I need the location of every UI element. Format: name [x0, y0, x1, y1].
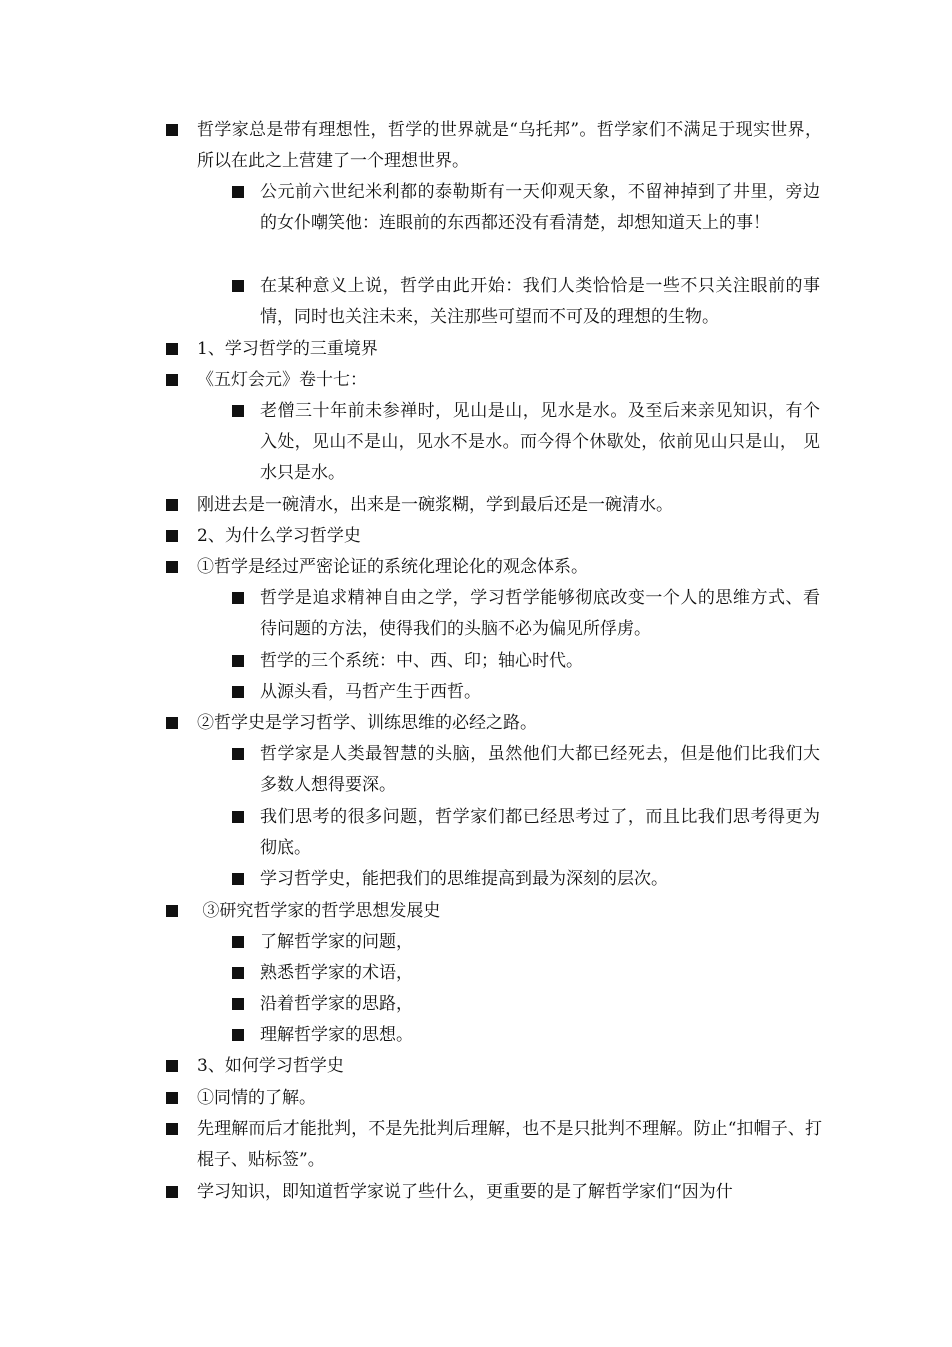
list-item — [260, 739, 820, 801]
square-bullet-icon — [232, 186, 244, 198]
list-item — [197, 708, 822, 739]
list-item-text: ①同情的了解。 — [197, 1088, 316, 1108]
list-item — [260, 271, 820, 333]
list-item-text: 2、为什么学习哲学史 — [197, 526, 361, 546]
list-item — [260, 927, 820, 958]
list-item-text: 哲学家是人类最智慧的头脑，虽然他们大都已经死去，但是他们比我们大多数人想得要深。 — [260, 744, 820, 795]
list-item-text: 从源头看，马哲产生于西哲。 — [260, 682, 481, 702]
list-item — [260, 583, 820, 645]
square-bullet-icon — [166, 1123, 178, 1135]
list-item-text: 我们思考的很多问题，哲学家们都已经思考过了，而且比我们思考得更为彻底。 — [260, 807, 820, 858]
list-item — [197, 334, 822, 365]
list-item — [197, 1051, 822, 1082]
square-bullet-icon — [166, 717, 178, 729]
list-item-text: 学习知识，即知道哲学家说了些什么，更重要的是了解哲学家们“因为什 — [197, 1182, 733, 1202]
list-item — [197, 1083, 822, 1114]
list-item — [260, 177, 820, 239]
list-item-text: 哲学家总是带有理想性，哲学的世界就是“乌托邦”。哲学家们不满足于现实世界，所以在此之上营建了一个理想世界。 — [197, 120, 822, 171]
square-bullet-icon — [232, 405, 244, 417]
square-bullet-icon — [166, 1186, 178, 1198]
square-bullet-icon — [166, 530, 178, 542]
square-bullet-icon — [232, 280, 244, 292]
list-item-text: 哲学是追求精神自由之学，学习哲学能够彻底改变一个人的思维方式、看待问题的方法，使得我们的头脑不必为偏见所俘虏。 — [260, 588, 820, 639]
list-item — [260, 396, 820, 489]
list-item — [197, 552, 822, 583]
square-bullet-icon — [232, 592, 244, 604]
square-bullet-icon — [232, 967, 244, 979]
list-item-text: 在某种意义上说，哲学由此开始：我们人类恰恰是一些不只关注眼前的事情，同时也关注未来，关注那些可望而不可及的理想的生物。 — [260, 276, 820, 327]
square-bullet-icon — [166, 499, 178, 511]
list-item — [197, 115, 822, 177]
square-bullet-icon — [166, 1092, 178, 1104]
list-item-text: 熟悉哲学家的术语， — [260, 963, 413, 983]
list-item-text: 了解哲学家的问题， — [260, 932, 413, 952]
square-bullet-icon — [232, 811, 244, 823]
square-bullet-icon — [166, 124, 178, 136]
square-bullet-icon — [232, 655, 244, 667]
list-item — [260, 646, 820, 677]
square-bullet-icon — [166, 905, 178, 917]
list-item — [197, 1114, 822, 1176]
list-item-text: 哲学的三个系统：中、西、印；轴心时代。 — [260, 651, 583, 671]
list-item-text: 理解哲学家的思想。 — [260, 1025, 413, 1045]
list-item-text: 公元前六世纪米利都的泰勒斯有一天仰观天象，不留神掉到了井里，旁边的女仆嘲笑他：连眼前的东西都还没有看清楚，却想知道天上的事！ — [260, 182, 820, 233]
list-item — [260, 989, 820, 1020]
list-item-text: 3、如何学习哲学史 — [197, 1056, 344, 1076]
list-item-text: 1、学习哲学的三重境界 — [197, 339, 378, 359]
square-bullet-icon — [232, 748, 244, 760]
list-item — [260, 677, 820, 708]
square-bullet-icon — [232, 998, 244, 1010]
list-item-text: 先理解而后才能批判，不是先批判后理解，也不是只批判不理解。防止“扣帽子、打棍子、贴标签”。 — [197, 1119, 822, 1170]
square-bullet-icon — [232, 873, 244, 885]
list-item — [197, 521, 822, 552]
list-item-text: ②哲学史是学习哲学、训练思维的必经之路。 — [197, 713, 537, 733]
list-item-text: 《五灯会元》卷十七： — [197, 370, 367, 390]
square-bullet-icon — [166, 343, 178, 355]
square-bullet-icon — [166, 374, 178, 386]
list-item — [197, 896, 822, 927]
list-item-text: 沿着哲学家的思路， — [260, 994, 413, 1014]
list-item — [260, 802, 820, 864]
list-item-text: ③研究哲学家的哲学思想发展史 — [197, 901, 441, 921]
square-bullet-icon — [232, 686, 244, 698]
square-bullet-icon — [232, 1029, 244, 1041]
list-item — [197, 365, 822, 396]
square-bullet-icon — [166, 1060, 178, 1072]
list-item-text: ①哲学是经过严密论证的系统化理论化的观念体系。 — [197, 557, 588, 577]
square-bullet-icon — [232, 936, 244, 948]
list-item — [197, 490, 822, 521]
list-item — [260, 1020, 820, 1051]
list-item — [260, 958, 820, 989]
list-item-text: 学习哲学史，能把我们的思维提高到最为深刻的层次。 — [260, 869, 668, 889]
square-bullet-icon — [166, 561, 178, 573]
list-item-text: 老僧三十年前未参禅时，见山是山，见水是水。及至后来亲见知识，有个入处，见山不是山，见水不是水。而今得个休歇处，依前见山只是山， 见水只是水。 — [260, 401, 820, 483]
list-item-text: 刚进去是一碗清水，出来是一碗浆糊，学到最后还是一碗清水。 — [197, 495, 673, 515]
list-item — [197, 1177, 822, 1208]
list-item — [260, 864, 820, 895]
